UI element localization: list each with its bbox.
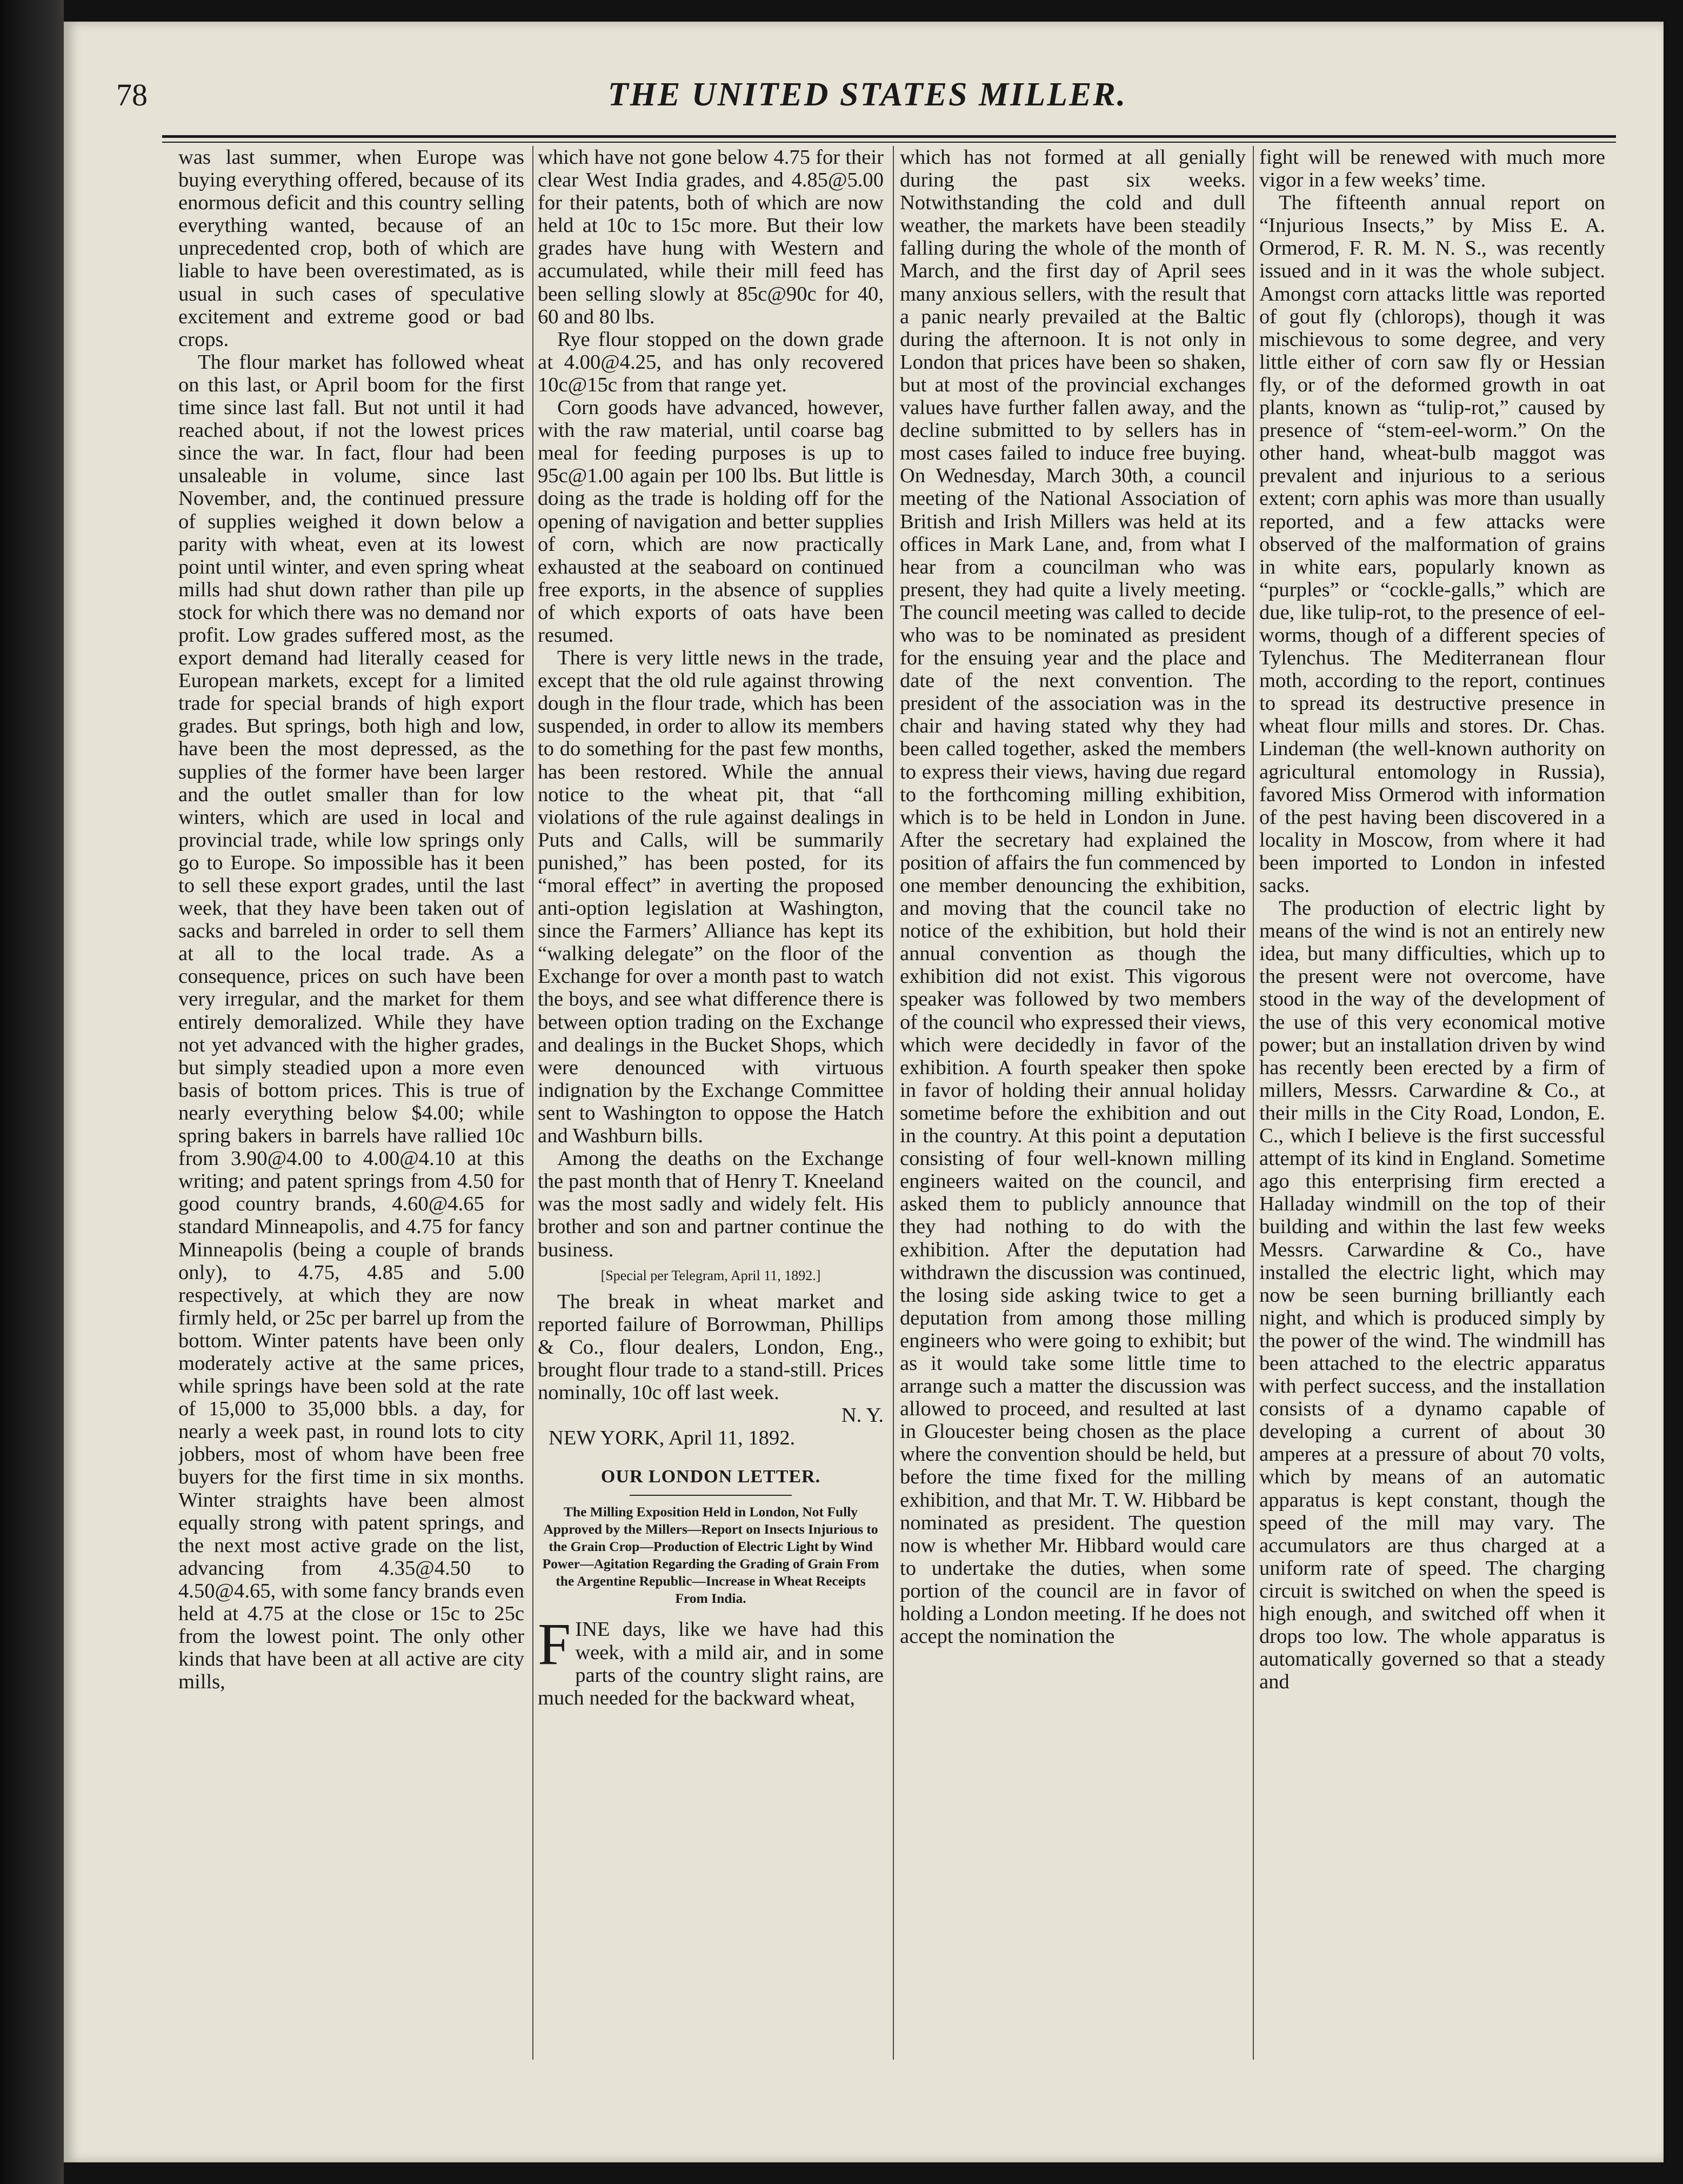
column-2 (538, 146, 884, 2070)
paragraph: Among the deaths on the Exchange the past month that of Henry T. Kneeland was the most sadly and widely felt. His brother and son and partner continue the business. (538, 1147, 884, 1261)
lead-text: INE days, like we have had this week, with a mild air, and in some parts of the country slight rains, are much needed for the backward wheat, (538, 1618, 884, 1709)
section-title: OUR LONDON LETTER. (600, 1467, 821, 1487)
telegram-note: [Special per Telegram, April 11, 1892.] (600, 1267, 821, 1283)
page-number: 78 (116, 77, 148, 112)
header-rule-thick (162, 135, 1616, 138)
column-divider-2 (893, 146, 894, 2060)
dateline: NEW YORK, April 11, 1892. (549, 1427, 796, 1450)
paragraph: fight will be renewed with much more vigor in a few weeks’ time. (1259, 146, 1605, 192)
correspondent-signoff: N. Y. (841, 1404, 884, 1427)
column-1 (178, 146, 524, 2070)
book-binding-edge (0, 0, 64, 2184)
paragraph: Corn goods have advanced, however, with the raw material, until coarse bag meal for feeding purposes is up to 95c@1.00 again per 100 lbs. But little is doing as the trade is holding off for the opening of navigation and better supplies of corn, which are now practically exhausted at the seaboard on continued free exports, in the absence of supplies of which exports of oats have been resumed. (538, 396, 884, 647)
masthead-title: THE UNITED STATES MILLER. (607, 76, 1127, 113)
paragraph: The break in wheat market and reported failure of Borrowman, Phillips & Co., flour dealers, London, Eng., brought flour trade to a stand-still. Prices nominally, 10c off last week. (538, 1290, 884, 1404)
column-4 (1259, 146, 1605, 2070)
paragraph: The fifteenth annual report on “Injurious Insects,” by Miss E. A. Ormerod, F. R. M. N. S., was recently issued and in it was the whole subject. Amongst corn attacks little was reported of gout fly (chlorops), though it was mischievous to some degree, and very little either of corn saw fly or Hessian fly, or of the deformed growth in oat plants, known as “tulip-rot,” caused by presence of “stem-eel-worm.” On the other hand, wheat-bulb maggot was prevalent and injurious to a serious extent; corn aphis was more than usually reported, and a few attacks were observed of the malformation of grains in white ears, popularly known as “purples” or “cockle-galls,” which are due, like tulip-rot, to the presence of eel-worms, though of a different species of Tylenchus. The Mediterranean flour moth, according to the report, continues to spread its destructive presence in wheat flour mills and stores. Dr. Chas. Lindeman (the well-known authority on agricultural entomology in Russia), favored Miss Ormerod with information of the pest having been discovered in a locality in Moscow, from where it had been imported to London in infested sacks. (1259, 191, 1605, 897)
paragraph: The flour market has followed wheat on this last, or April boom for the first time since last fall. But not until it had reached about, if not the lowest prices since the war. In fact, flour had been unsaleable in volume, since last November, and, the continued pressure of supplies weighed it down below a parity with wheat, even at its lowest point until winter, and even spring wheat mills had shut down rather than pile up stock for which there was no demand nor profit. Low grades suffered most, as the export demand had literally ceased for European markets, except for a limited trade for special brands of high export grades. But springs, both high and low, have been the most depressed, as the supplies of the former have been larger and the outlet smaller than for low winters, which are used in local and provincial trade, while low springs only go to Europe. So impossible has it been to sell these export grades, until the last week, that they have been taken out of sacks and barreled in order to sell them at all to the local trade. As a consequence, prices on such have been very irregular, and the market for them entirely demoralized. While they have not yet advanced with the higher grades, but simply steadied upon a more even basis of bottom prices. This is true of nearly everything below $4.00; while spring bakers in barrels have rallied 10c from 3.90@4.00 to 4.00@4.10 at this writing; and patent springs from 4.50 for good country brands, 4.60@4.65 for standard Minneapolis, and 4.75 for fancy Minneapolis (being a couple of brands only), to 4.75, 4.85 and 5.00 respectively, at which they are now firmly held, or 25c per barrel up from the bottom. Winter patents have been only moderately active at the same prices, while springs have been sold at the rate of 15,000 to 35,000 bbls. a day, for nearly a week past, in round lots to city jobbers, most of whom have been free buyers for the first time in six months. Winter straights have been almost equally strong with patent springs, and the next most active grade on the list, advancing from 4.35@4.50 to 4.50@4.65, with some fancy brands even held at 4.75 at the close or 15c to 25c from the lowest point. The only other kinds that have been at all active are city mills, (178, 350, 524, 1694)
column-divider-3 (1253, 146, 1254, 2060)
section-deck: The Milling Exposition Held in London, Not Fully Approved by the Millers—Report on Insects Injurious to the Grain Crop—Production of Electric Light by Wind Power—Agitation Regarding the Grading of Grain From the Argentine Republic—Increase in Wheat Receipts From India. (542, 1504, 879, 1607)
lead-paragraph (538, 1611, 884, 1709)
paragraph: was last summer, when Europe was buying everything offered, because of its enormous deficit and this country selling everything wanted, because of an unprecedented crop, both of which are liable to have been overestimated, as is usual in such cases of speculative excitement and extreme good or bad crops. (178, 146, 524, 351)
drop-cap: F (538, 1611, 571, 1677)
paragraph: There is very little news in the trade, except that the old rule against throwing dough in the flour trade, which has been suspended, in order to allow its members to do something for the past few months, has been restored. While the annual notice to the wheat pit, that “all violations of the rule against dealings in Puts and Calls, will be summarily punished,” has been posted, for its “moral effect” in averting the proposed anti-option legislation at Washington, since the Farmers’ Alliance has kept its “walking delegate” on the floor of the Exchange for over a month past to watch the boys, and see what difference there is between option trading on the Exchange and dealings in the Bucket Shops, which were denounced with virtuous indignation by the Exchange Committee sent to Washington to oppose the Hatch and Washburn bills. (538, 647, 884, 1148)
paragraph: which have not gone below 4.75 for their clear West India grades, and 4.85@5.00 for their patents, both of which are now held at 10c to 15c more. But their low grades have hung with Western and accumulated, while their mill feed has been selling slowly at 85c@90c for 40, 60 and 80 lbs. (538, 146, 884, 328)
paragraph: which has not formed at all genially during the past six weeks. Notwithstanding the cold and dull weather, the markets have been steadily falling during the whole of the month of March, and the first day of April sees many anxious sellers, with the result that a panic nearly prevailed at the Baltic during the afternoon. It is not only in London that prices have been so shaken, but at most of the provincial exchanges values have further fallen away, and the decline submitted to by sellers has in most cases failed to induce free buying. On Wednesday, March 30th, a council meeting of the National Association of British and Irish Millers was held at its offices in Mark Lane, and, from what I hear from a councilman who was present, they had quite a lively meeting. The council meeting was called to decide who was to be nominated as president for the ensuing year and the place and date of the next convention. The president of the association was in the chair and having stated why they had been called together, asked the members to express their views, having due regard to the forthcoming milling exhibition, which is to be held in London in June. After the secretary had explained the position of affairs the fun commenced by one member denouncing the exhibition, and moving that the council take no notice of the exhibition, but hold their annual convention as though the exhibition did not exist. This vigorous speaker was followed by two members of the council who expressed their views, which were decidedly in favor of the exhibition. A fourth speaker then spoke in favor of holding their annual holiday sometime before the exhibition and out in the country. At this point a deputation consisting of four well-known milling engineers waited on the council, and asked them to publicly announce that they had nothing to do with the exhibition. After the deputation had withdrawn the discussion was continued, the losing side asking twice to get a deputation from among those milling engineers who were going to exhibit; but as it would take some little time to arrange such a matter the discussion was allowed to proceed, and resulted at last in Gloucester being chosen as the place where the convention should be held, but before the time fixed for the milling exhibition, and that Mr. T. W. Hibbard be nominated as president. The question now is whether Mr. Hibbard would care to undertake the duties, when some portion of the council are in favor of holding a London meeting. If he does not accept the nomination the (900, 146, 1246, 1648)
header-rule-thin (162, 142, 1616, 143)
column-divider-1 (532, 146, 533, 2060)
column-3 (900, 146, 1246, 2070)
page-header (116, 70, 1619, 135)
paragraph: Rye flour stopped on the down grade at 4.00@4.25, and has only recovered 10c@15c from that range yet. (538, 328, 884, 396)
section-rule (630, 1495, 792, 1496)
paragraph: The production of electric light by means of the wind is not an entirely new idea, but many difficulties, which up to the present were not overcome, have stood in the way of the development of the use of this very economical motive power; but an installation driven by wind has recently been erected by a firm of millers, Messrs. Carwardine & Co., at their mills in the City Road, London, E. C., which I believe is the first successful attempt of its kind in England. Sometime ago this enterprising firm erected a Halladay windmill on the top of their building and within the last few weeks Messrs. Carwardine & Co., have installed the electric light, which may now be seen burning brilliantly each night, and which is produced simply by the power of the wind. The windmill has been attached to the electric apparatus with perfect success, and the installation consists of a dynamo capable of developing a current of about 30 amperes at a pressure of about 70 volts, which by means of an automatic apparatus is kept constant, though the speed of the mill may vary. The accumulators are thus charged at a uniform rate of speed. The charging circuit is switched on when the speed is high enough, and switched off when it drops too low. The whole apparatus is automatically governed so that a steady and (1259, 897, 1605, 1694)
